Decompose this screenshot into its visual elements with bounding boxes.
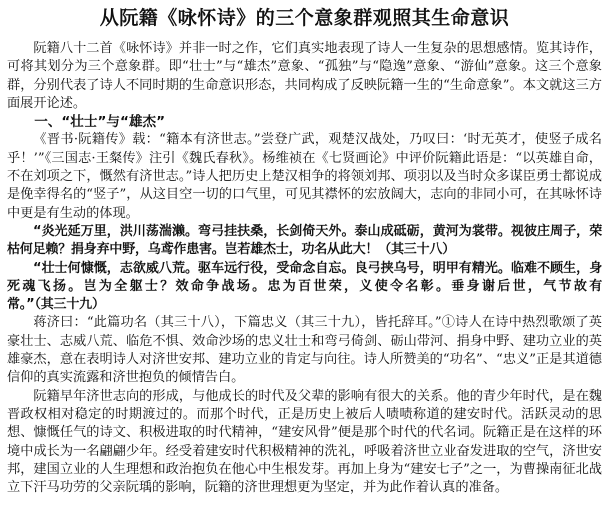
poem-39-text: “壮士何慷慨，志欲威八荒。驱车远行役，受命念自忘。良弓挟乌号，明甲有精光。临难不顾生，身死魂飞扬。岂为全躯士？效命争战场。忠为百世荣，义使令名彰。垂身谢后世，气节故有常。” — [7, 260, 602, 313]
poem-38 — [7, 223, 602, 260]
poem-39 — [7, 260, 602, 315]
section-heading: 一、“壮士”与“雄杰” — [34, 114, 166, 131]
poem-38-note: （其三十八） — [378, 242, 456, 258]
body-paragraph-2: 蒋济曰：“此篇功名（其三十八），下篇忠义（其三十九），皆托辞耳。”①诗人在诗中热烈歌颂了英豪壮士、志威八荒、临危不惧、效命沙场的忠义壮士和弯弓倚剑、砺山带河、捐身中野、建功立业的英雄豪杰，意在表明诗人对济世安邦、建功立业的肯定与向往。诗人所赞美的“功名”、“忠义”正是其道德信仰的真实流露和济世抱负的倾情告白。 — [7, 315, 602, 386]
poem-38-text: “炎光延万里，洪川荡湍濑。弯弓挂扶桑，长剑倚天外。泰山成砥砺，黄河为裳带。视彼庄周子，荣枯何足赖？捐身弃中野，乌鸢作患害。岂若雄杰士，功名从此大！ — [7, 223, 602, 258]
document-title: 从阮籍《咏怀诗》的三个意象群观照其生命意识 — [99, 7, 510, 29]
body-paragraph-1: 《晋书·阮籍传》载：“籍本有济世志。”尝登广武，观楚汉战处，乃叹曰：‘时无英才，使竖子成名乎！’”《三国志·王粲传》注引《魏氏春秋》。杨维祯在《七贤画论》中评价阮籍此语是：“以英雄自命，不在刘项之下，慨然有济世志。”诗人把历史上楚汉相争的将领刘邦、项羽以及当时众多谋臣勇士都说成是俛幸得名的“竖子”，从这目空一切的口气里，可见其襟怀的宏放阔大，志向的非同小可，在其咏怀诗中更是有生动的体现。 — [7, 132, 602, 221]
body-paragraph-3: 阮籍早年济世志向的形成，与他成长的时代及父辈的影响有很大的关系。他的青少年时代，是在魏晋政权相对稳定的时期渡过的。而那个时代，正是历史上被后人啧啧称道的建安时代。活跃灵动的思想、慷慨任气的诗文、积极进取的时代精神，“建安风骨”便是那个时代的代名词。阮籍正是在这样的环境中成长为一名翩翩少年。经受着建安时代积极精神的洗礼，呼吸着济世立业奋发进取的空气，济世安邦，建国立业的人生理想和政治抱负在他心中生根发芽。再加上身为“建安七子”之一，为曹操南征北战立下汗马功劳的父亲阮瑀的影响，阮籍的济世理想更为坚定，并为此作着认真的准备。 — [7, 388, 602, 496]
document-body — [7, 40, 602, 497]
poem-39-note: （其三十九） — [34, 297, 105, 313]
intro-paragraph: 阮籍八十二首《咏怀诗》并非一时之作，它们真实地表现了诗人一生复杂的思想感情。览其诗作，可将其划分为三个意象群。即“壮士”与“雄杰”意象、“孤独”与“隐逸”意象、“游仙”意象。这三个意象群，分别代表了诗人不同时期的生命意识形态，共同构成了反映阮籍一生的“生命意象”。本文就这三方面展开论述。 — [7, 41, 602, 111]
